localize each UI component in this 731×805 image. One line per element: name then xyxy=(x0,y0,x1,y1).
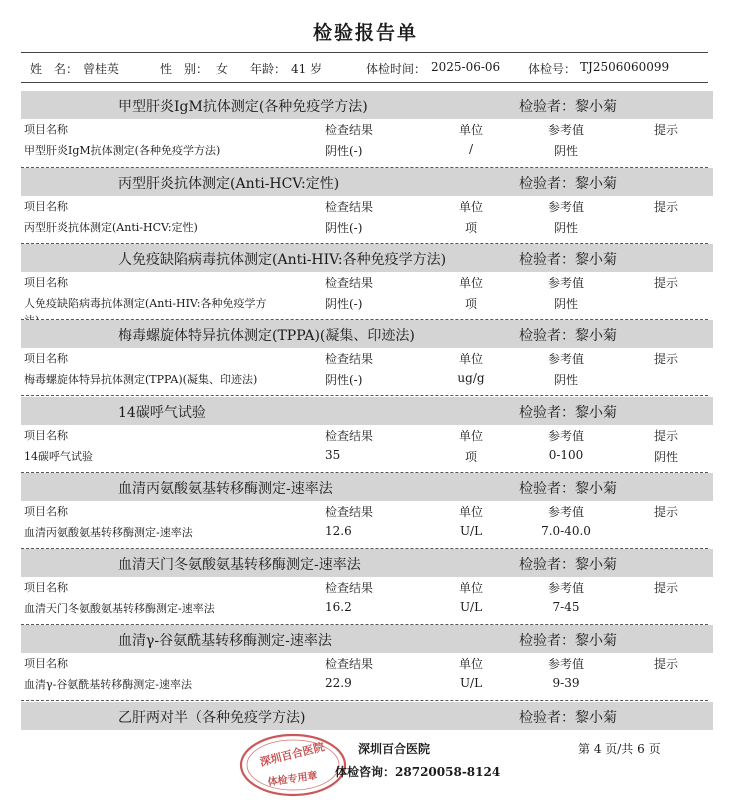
col-hint: 提示 xyxy=(653,657,678,671)
inspector-name: 黎小菊 xyxy=(575,328,617,344)
inspector-name: 黎小菊 xyxy=(575,176,617,192)
inspector xyxy=(519,249,617,269)
inspector xyxy=(519,402,617,422)
col-unit: 单位 xyxy=(458,505,483,519)
result-row xyxy=(21,524,713,542)
inspector-name: 黎小菊 xyxy=(575,710,617,726)
inspector-label: 检验者： xyxy=(519,405,575,421)
item-name: 甲型肝炎IgM抗体测定(各种免疫学方法) xyxy=(24,144,221,157)
column-header-row xyxy=(21,503,713,521)
col-reference: 参考值 xyxy=(547,429,584,443)
col-hint: 提示 xyxy=(653,505,678,519)
col-result: 检查结果 xyxy=(325,657,374,671)
item-result: 35 xyxy=(325,448,341,462)
consult-line xyxy=(335,763,500,780)
item-unit: / xyxy=(468,142,474,156)
column-header-row xyxy=(21,427,713,445)
section-header xyxy=(21,244,713,272)
inspector xyxy=(519,173,617,193)
exam-time-label: 体检时间： xyxy=(366,62,427,76)
header-rule-top xyxy=(21,52,708,53)
consult-phone: 28720058-8124 xyxy=(395,765,501,779)
col-reference: 参考值 xyxy=(547,276,584,290)
col-result: 检查结果 xyxy=(325,581,374,595)
test-section xyxy=(21,320,713,396)
section-title: 丙型肝炎抗体测定(Anti-HCV:定性) xyxy=(118,176,340,192)
inspector-label: 检验者： xyxy=(519,176,575,192)
column-header-row xyxy=(21,655,713,673)
test-section xyxy=(21,625,713,701)
item-unit: U/L xyxy=(459,600,483,614)
item-result: 12.6 xyxy=(325,524,352,538)
item-unit: 项 xyxy=(464,450,477,464)
col-unit: 单位 xyxy=(458,352,483,366)
test-section xyxy=(21,473,713,549)
item-reference: 7.0-40.0 xyxy=(541,524,591,538)
result-row xyxy=(21,676,713,694)
inspector-label: 检验者： xyxy=(519,557,575,573)
page-number: 第 4 页/共 6 页 xyxy=(578,742,661,756)
col-unit: 单位 xyxy=(458,581,483,595)
section-divider xyxy=(21,395,708,396)
col-hint: 提示 xyxy=(653,352,678,366)
inspector-name: 黎小菊 xyxy=(575,557,617,573)
col-hint: 提示 xyxy=(653,581,678,595)
col-unit: 单位 xyxy=(458,200,483,214)
inspector-label: 检验者： xyxy=(519,481,575,497)
col-hint: 提示 xyxy=(653,200,678,214)
inspector-label: 检验者： xyxy=(519,633,575,649)
test-section xyxy=(21,397,713,473)
inspector-name: 黎小菊 xyxy=(575,252,617,268)
item-name: 血清γ-谷氨酰基转移酶测定-速率法 xyxy=(24,678,193,691)
patient-age: 41 岁 xyxy=(291,62,323,76)
result-row xyxy=(21,448,713,466)
patient-name: 曾桂英 xyxy=(83,62,120,76)
item-reference: 0-100 xyxy=(548,448,584,462)
col-unit: 单位 xyxy=(458,657,483,671)
col-reference: 参考值 xyxy=(547,581,584,595)
item-reference: 9-39 xyxy=(552,676,580,690)
test-section xyxy=(21,549,713,625)
test-section xyxy=(21,91,713,167)
item-unit: U/L xyxy=(459,524,483,538)
item-reference: 阴性 xyxy=(553,373,578,387)
item-hint: 阴性 xyxy=(653,450,678,464)
inspector xyxy=(519,630,617,650)
inspector xyxy=(519,325,617,345)
section-header xyxy=(21,397,713,425)
item-unit: U/L xyxy=(459,676,483,690)
section-title: 血清天门冬氨酸氨基转移酶测定-速率法 xyxy=(118,557,361,573)
item-result: 阴性(-) xyxy=(325,297,363,311)
col-name: 项目名称 xyxy=(24,505,68,518)
col-result: 检查结果 xyxy=(325,505,374,519)
inspector xyxy=(519,96,617,116)
col-unit: 单位 xyxy=(458,429,483,443)
col-result: 检查结果 xyxy=(325,276,374,290)
col-reference: 参考值 xyxy=(547,200,584,214)
test-section xyxy=(21,244,713,320)
section-header xyxy=(21,168,713,196)
item-name: 丙型肝炎抗体测定(Anti-HCV:定性) xyxy=(24,221,198,234)
result-row xyxy=(21,371,713,389)
inspector xyxy=(519,707,617,727)
inspector xyxy=(519,478,617,498)
item-unit: ug/g xyxy=(457,371,485,385)
section-title: 梅毒螺旋体特异抗体测定(TPPA)(凝集、印迹法) xyxy=(118,328,415,344)
column-header-row xyxy=(21,350,713,368)
item-name: 人免疫缺陷病毒抗体测定(Anti-HIV:各种免疫学方 xyxy=(24,297,267,310)
item-unit: 项 xyxy=(464,221,477,235)
item-name: 血清天门冬氨酸氨基转移酶测定-速率法 xyxy=(24,602,215,615)
col-name: 项目名称 xyxy=(24,276,68,289)
col-reference: 参考值 xyxy=(547,123,584,137)
exam-no-label: 体检号： xyxy=(528,62,577,76)
test-section xyxy=(21,702,713,730)
inspector-label: 检验者： xyxy=(519,252,575,268)
inspector-name: 黎小菊 xyxy=(575,481,617,497)
col-name: 项目名称 xyxy=(24,581,68,594)
col-hint: 提示 xyxy=(653,276,678,290)
patient-gender: 女 xyxy=(216,62,229,76)
inspector-label: 检验者： xyxy=(519,99,575,115)
section-header xyxy=(21,625,713,653)
item-name: 14碳呼气试验 xyxy=(24,450,93,463)
result-row xyxy=(21,600,713,618)
column-header-row xyxy=(21,274,713,292)
age-label: 年龄： xyxy=(250,62,287,76)
page-footer xyxy=(0,730,731,800)
column-header-row xyxy=(21,121,713,139)
svg-text:体检专用章: 体检专用章 xyxy=(267,770,319,789)
col-result: 检查结果 xyxy=(325,123,374,137)
section-divider xyxy=(21,700,708,701)
section-title: 血清丙氨酸氨基转移酶测定-速率法 xyxy=(118,481,333,497)
col-result: 检查结果 xyxy=(325,429,374,443)
consult-label: 体检咨询： xyxy=(335,765,396,779)
col-name: 项目名称 xyxy=(24,200,68,213)
item-reference: 阴性 xyxy=(553,144,578,158)
inspector-name: 黎小菊 xyxy=(575,633,617,649)
section-title: 人免疫缺陷病毒抗体测定(Anti-HIV:各种免疫学方法) xyxy=(118,252,447,268)
exam-time: 2025-06-06 xyxy=(431,60,501,74)
section-title: 乙肝两对半（各种免疫学方法) xyxy=(118,710,306,726)
col-unit: 单位 xyxy=(458,276,483,290)
col-reference: 参考值 xyxy=(547,352,584,366)
inspector-label: 检验者： xyxy=(519,710,575,726)
section-title: 血清γ-谷氨酰基转移酶测定-速率法 xyxy=(118,633,332,649)
header-rule-bottom xyxy=(21,82,708,83)
patient-info xyxy=(0,58,731,78)
section-header xyxy=(21,702,713,730)
item-name: 血清丙氨酸氨基转移酶测定-速率法 xyxy=(24,526,193,539)
inspector-name: 黎小菊 xyxy=(575,405,617,421)
result-row xyxy=(21,219,713,237)
item-result: 22.9 xyxy=(325,676,352,690)
inspector-label: 检验者： xyxy=(519,328,575,344)
section-header xyxy=(21,473,713,501)
inspector-name: 黎小菊 xyxy=(575,99,617,115)
item-result: 阴性(-) xyxy=(325,144,363,158)
hospital-name: 深圳百合医院 xyxy=(358,742,431,756)
col-hint: 提示 xyxy=(653,123,678,137)
item-result: 16.2 xyxy=(325,600,352,614)
report-title: 检验报告单 xyxy=(312,22,418,44)
item-result: 阴性(-) xyxy=(325,373,363,387)
hospital-seal-stamp xyxy=(238,732,348,798)
col-result: 检查结果 xyxy=(325,352,374,366)
col-hint: 提示 xyxy=(653,429,678,443)
svg-text:深圳百合医院: 深圳百合医院 xyxy=(258,740,326,769)
col-reference: 参考值 xyxy=(547,505,584,519)
name-label: 姓 名： xyxy=(30,62,79,76)
section-header xyxy=(21,320,713,348)
item-reference: 阴性 xyxy=(553,221,578,235)
col-name: 项目名称 xyxy=(24,352,68,365)
section-title: 14碳呼气试验 xyxy=(118,405,206,421)
col-unit: 单位 xyxy=(458,123,483,137)
item-name: 梅毒螺旋体特异抗体测定(TPPA)(凝集、印迹法) xyxy=(24,373,258,386)
item-unit: 项 xyxy=(464,297,477,311)
item-reference: 阴性 xyxy=(553,297,578,311)
test-section xyxy=(21,168,713,244)
item-result: 阴性(-) xyxy=(325,221,363,235)
section-title: 甲型肝炎IgM抗体测定(各种免疫学方法) xyxy=(118,99,368,115)
inspector xyxy=(519,554,617,574)
section-header xyxy=(21,549,713,577)
item-reference: 7-45 xyxy=(552,600,580,614)
result-row xyxy=(21,295,713,313)
col-result: 检查结果 xyxy=(325,200,374,214)
col-name: 项目名称 xyxy=(24,123,68,136)
result-row xyxy=(21,142,713,160)
column-header-row xyxy=(21,198,713,216)
col-name: 项目名称 xyxy=(24,657,68,670)
gender-label: 性 别： xyxy=(160,62,209,76)
col-name: 项目名称 xyxy=(24,429,68,442)
column-header-row xyxy=(21,579,713,597)
col-reference: 参考值 xyxy=(547,657,584,671)
exam-no: TJ2506060099 xyxy=(580,60,670,74)
section-header xyxy=(21,91,713,119)
